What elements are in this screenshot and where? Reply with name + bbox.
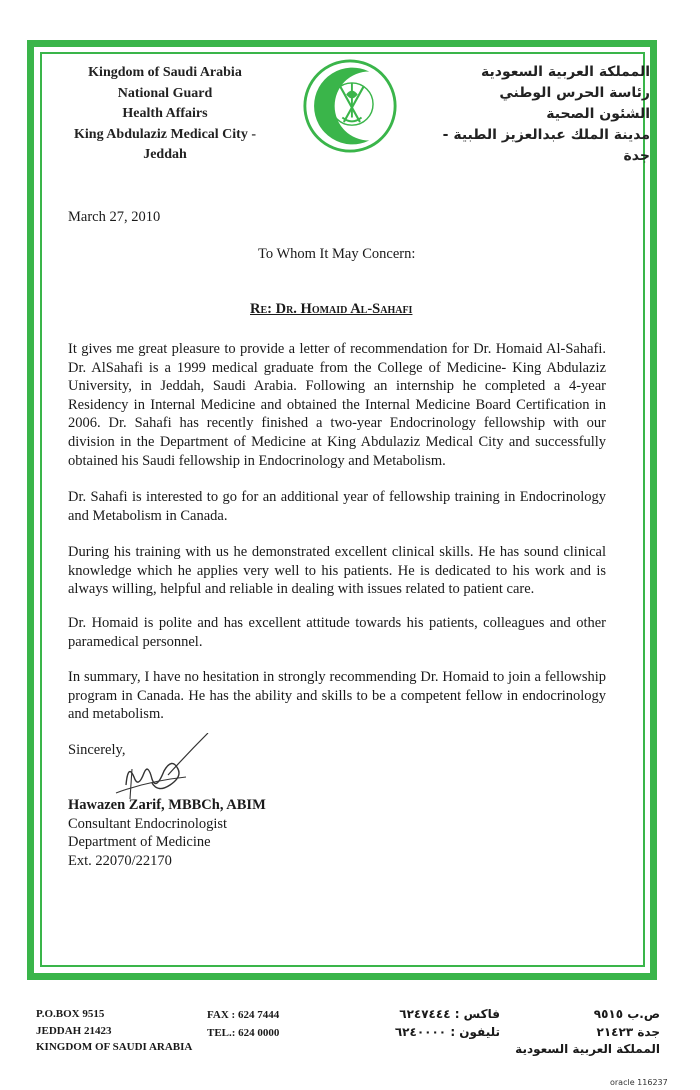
footer-address-arabic [500,1006,660,1059]
signer-extension: Ext. 22070/22170 [68,852,172,869]
national-guard-emblem-icon [302,58,398,154]
letterhead-line-arabic: المملكة العربية السعودية [481,64,650,80]
footer-contact-arabic [370,1006,500,1041]
letterhead-line: Health Affairs [122,106,208,121]
body-paragraph: It gives me great pleasure to provide a letter of recommendation for Dr. Homaid Al-Sahafi. Dr. AlSahafi is a 1999 medical graduate from the College of Medicine- King Abdulaziz University, in Jeddah, Saudi Arabia. Following an internship he completed a 4-year Residency in Internal Medicine and obtained the Internal Medicine Board Certification in 2006. Dr. Sahafi has recently finished a two-year Endocrinology fellowship with our division in the Department of Medicine at King Abdulaziz Medical City and successfully obtained his Saudi fellowship in Endocrinology and Metabolism. [68,341,606,469]
footer-address [36,1006,192,1056]
signer-block [68,796,266,870]
letterhead-line: National Guard [117,85,213,101]
letterhead-line-arabic: مدينة الملك عبدالعزيز الطبية - جدة [442,127,650,164]
body-paragraph: Dr. Sahafi is interested to go for an additional year of fellowship training in Endocrinology and Metabolism in Canada. [68,489,606,524]
signer-name: Hawazen Zarif, MBBCh, ABIM [68,797,266,813]
footer-contact [207,1006,279,1042]
body-paragraph: During his training with us he demonstrated excellent clinical skills. He has sound clinical knowledge which he applies very well to his patients. He is dedicated to his work and is always willing, helpful and reliable in dealing with issues related to patient care. [68,544,606,598]
signer-title: Consultant Endocrinologist [68,815,228,832]
footer-tel-arabic: تليفون : ٦٢٤٠٠٠٠ [394,1024,500,1039]
footer-line-arabic: ص.ب ٩٥١٥ [593,1007,660,1021]
footer-tel: TEL.: 624 0000 [207,1027,280,1039]
handwritten-signature [108,733,228,805]
letterhead-english [60,63,270,166]
letterhead-line-arabic: الشئون الصحية [546,106,650,122]
footer-line: P.O.BOX 9515 [36,1008,105,1020]
closing: Sincerely, [68,742,126,758]
footer-fax-arabic: فاكس : ٦٢٤٧٤٤٤ [399,1007,500,1021]
letterhead-line: King Abdulaziz Medical City - Jeddah [74,126,256,162]
letter-subject: Re: Dr. Homaid Al-Sahafi [250,301,413,317]
footer-line: KINGDOM OF SAUDI ARABIA [36,1041,193,1053]
body-paragraph: In summary, I have no hesitation in strongly recommending Dr. Homaid to join a fellowship program in Canada. He has the ability and skills to be a competent fellow in endocrinology and metabolism. [68,669,606,723]
footer-line-arabic: جدة ٢١٤٢٣ [596,1024,660,1039]
footer-line-arabic: المملكة العربية السعودية [515,1042,660,1056]
letterhead-arabic [420,62,650,167]
salutation: To Whom It May Concern: [258,246,416,262]
footer-fax: FAX : 624 7444 [207,1009,280,1021]
letterhead-line: Kingdom of Saudi Arabia [88,65,242,80]
body-paragraph: Dr. Homaid is polite and has excellent attitude towards his patients, colleagues and other paramedical personnel. [68,615,606,650]
footer-line: JEDDAH 21423 [36,1024,112,1037]
signer-department: Department of Medicine [68,834,211,851]
letterhead-line-arabic: رئاسة الحرس الوطني [499,85,650,101]
document-reference: oracle 116237 [610,1078,668,1087]
letter-date: March 27, 2010 [68,209,161,225]
